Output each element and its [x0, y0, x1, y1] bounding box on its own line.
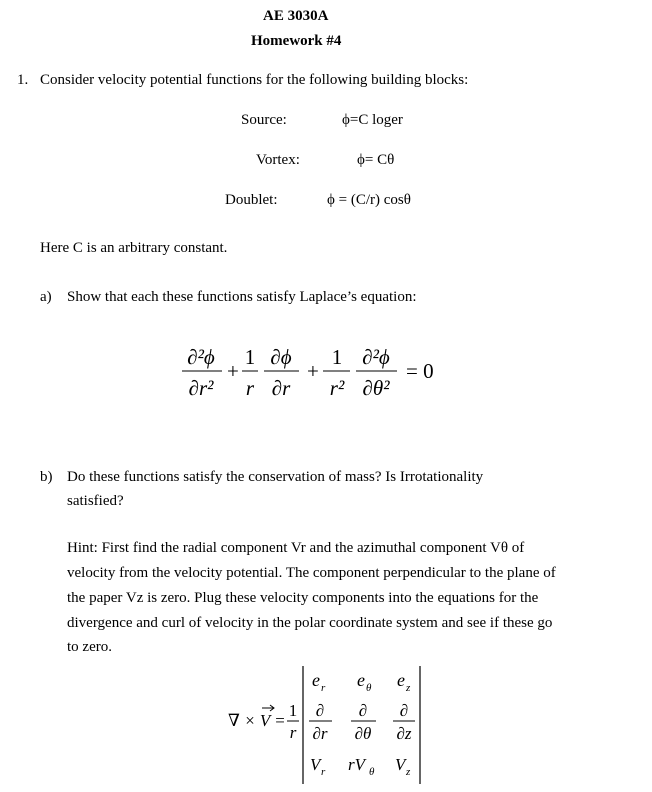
doublet-formula: ϕ = (C/r) cosθ: [327, 192, 411, 208]
coef-numerator: 1: [288, 701, 298, 720]
unit-e-z: e: [397, 670, 405, 690]
vortex-formula: ϕ= Cθ: [357, 152, 395, 168]
d-dz-den: ∂z: [396, 724, 412, 743]
part-b-line1: Do these functions satisfy the conservation of mass? Is Irrotationality: [67, 469, 484, 485]
term2-coef-den: r: [245, 376, 255, 400]
unit-e-r: e: [312, 670, 320, 690]
unit-e-theta: e: [357, 670, 365, 690]
vel-v-r-sub: r: [321, 766, 326, 778]
vel-r-v-theta: rV: [348, 755, 365, 774]
vel-v-r: V: [310, 755, 321, 774]
doublet-label: Doublet:: [225, 192, 278, 208]
vel-v-z: V: [395, 755, 406, 774]
term2-numerator: ∂ϕ: [270, 345, 292, 369]
d-dz-num: ∂: [399, 701, 409, 720]
curl-lhs: ∇ × V =: [228, 711, 286, 730]
hint-line-1: Hint: First find the radial component Vr and the azimuthal component Vθ of: [67, 540, 525, 556]
d-dtheta-den: ∂θ: [354, 724, 372, 743]
problem-number: 1.: [17, 72, 29, 88]
vel-v-z-sub: z: [406, 766, 411, 778]
term3-denominator: ∂θ²: [362, 376, 390, 400]
homework-title: Homework #4: [251, 33, 342, 49]
vel-r-v-theta-sub: θ: [369, 766, 375, 778]
term3-coef-den: r²: [329, 376, 345, 400]
d-dr-den: ∂r: [312, 724, 328, 743]
hint-line-3: the paper Vz is zero. Plug these velocity components into the equations for the: [67, 590, 539, 606]
course-title: AE 3030A: [263, 8, 329, 24]
term3-numerator: ∂²ϕ: [362, 345, 390, 369]
source-formula: ϕ=C loger: [342, 112, 403, 128]
part-a-label: a): [40, 289, 52, 305]
term1-numerator: ∂²ϕ: [187, 345, 215, 369]
unit-e-z-sub: z: [406, 682, 411, 694]
laplace-equation: [180, 340, 460, 404]
curl-determinant: [224, 664, 434, 788]
vortex-label: Vortex:: [256, 152, 300, 168]
unit-e-theta-sub: θ: [366, 682, 372, 694]
term3-coef-num: 1: [331, 345, 343, 369]
term2-denominator: ∂r: [271, 376, 291, 400]
problem-text: Consider velocity potential functions for the following building blocks:: [40, 72, 469, 88]
d-dtheta-num: ∂: [358, 701, 368, 720]
d-dr-num: ∂: [315, 701, 325, 720]
equals-zero: = 0: [406, 359, 434, 383]
part-b-line2: satisfied?: [67, 493, 124, 509]
term2-coef-num: 1: [244, 345, 256, 369]
source-label: Source:: [241, 112, 287, 128]
plus-1: +: [227, 359, 239, 383]
part-a-text: Show that each these functions satisfy Laplace’s equation:: [67, 289, 417, 305]
hint-line-5: to zero.: [67, 639, 112, 655]
constant-note: Here C is an arbitrary constant.: [40, 240, 228, 256]
hint-line-2: velocity from the velocity potential. The component perpendicular to the plane of: [67, 565, 556, 581]
term1-denominator: ∂r²: [188, 376, 214, 400]
hint-line-4: divergence and curl of velocity in the polar coordinate system and see if these go: [67, 615, 553, 631]
part-b-label: b): [40, 469, 53, 485]
unit-e-r-sub: r: [321, 682, 326, 694]
plus-2: +: [307, 359, 319, 383]
coef-denominator: r: [289, 723, 297, 742]
